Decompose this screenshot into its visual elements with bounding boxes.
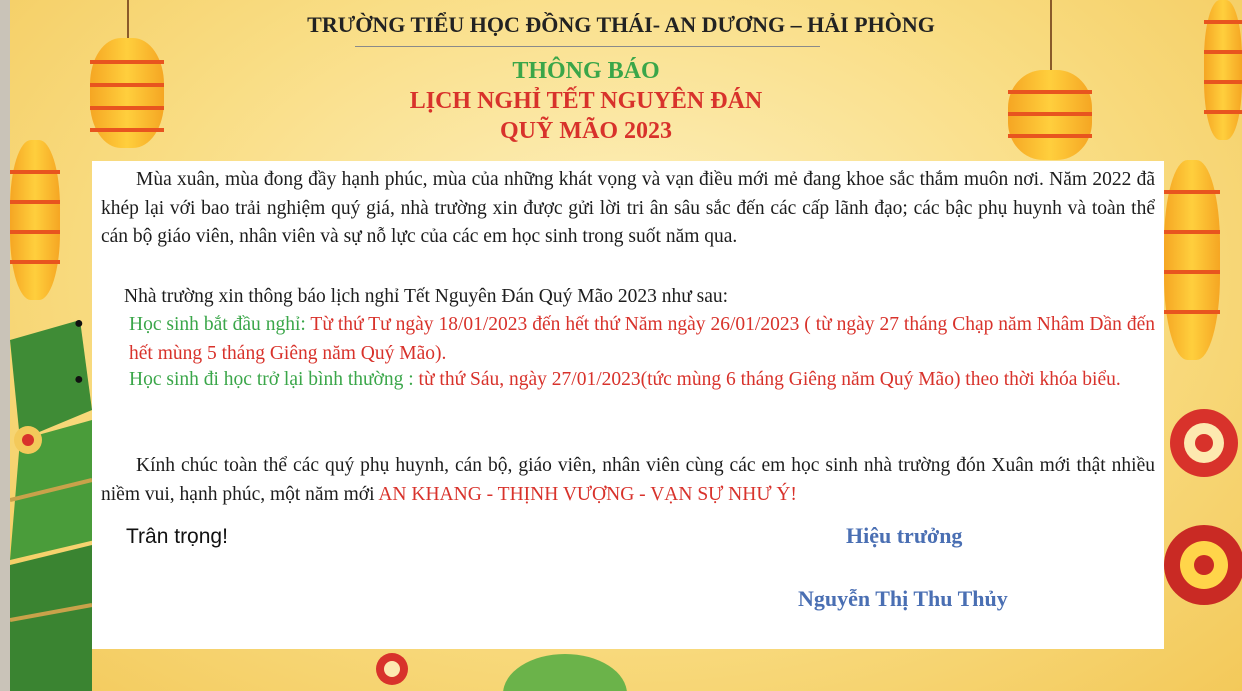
bullet-label: Học sinh bắt đầu nghỉ:	[129, 314, 306, 335]
bullet-text: Từ thứ Tư ngày 18/01/2023 đến hết thứ Năm ngày 26/01/2023 ( từ ngày 27 tháng Chạp năm Nhâm Dần đến hết mùng 5 tháng Giêng năm Quý Mão).	[129, 314, 1155, 364]
wishes-paragraph	[101, 452, 1155, 509]
regards-text: Trân trọng!	[126, 525, 228, 548]
intro-paragraph: Mùa xuân, mùa đong đầy hạnh phúc, mùa của những khát vọng và vạn điều mới mẻ đang khoe sắc thắm muôn nơi. Năm 2022 đã khép lại với bao trải nghiệm quý giá, nhà trường xin được gửi lời tri ân sâu sắc đến các cấp lãnh đạo; các bậc phụ huynh và toàn thể cán bộ giáo viên, nhân viên và sự nỗ lực của các em học sinh trong suốt năm qua.	[101, 169, 1155, 247]
list-item	[129, 311, 1155, 368]
bullet-text: từ thứ Sáu, ngày 27/01/2023(tức mùng 6 tháng Giêng năm Quý Mão) theo thời khóa biểu.	[413, 369, 1121, 390]
wishes-highlight: AN KHANG - THỊNH VƯỢNG - VẠN SỰ NHƯ Ý!	[378, 483, 797, 505]
page-title-line-2: QUỸ MÃO 2023	[500, 118, 672, 144]
lantern-left-mid-icon	[10, 140, 60, 300]
flower-bottom-icon	[372, 649, 412, 691]
header-divider	[355, 46, 820, 47]
bullet-label: Học sinh đi học trở lại bình thường :	[129, 369, 414, 390]
list-item	[129, 366, 1155, 395]
flower-right-bottom-icon	[1164, 510, 1242, 630]
lantern-right-mid-icon	[1164, 160, 1220, 360]
melon-bottom-icon	[500, 649, 630, 691]
flower-left-icon	[10, 420, 46, 460]
announce-paragraph: Nhà trường xin thông báo lịch nghỉ Tết Nguyên Đán Quý Mão 2023 như sau:	[124, 286, 729, 307]
bullet-dot-icon: ●	[74, 315, 84, 332]
notice-heading: THÔNG BÁO	[512, 58, 660, 84]
flower-right-top-icon	[1166, 405, 1242, 481]
principal-title: Hiệu trưởng	[846, 523, 963, 548]
page-title-line-1: LỊCH NGHỈ TẾT NGUYÊN ĐÁN	[409, 88, 763, 114]
school-name: TRƯỜNG TIỂU HỌC ĐỒNG THÁI- AN DƯƠNG – HẢI PHÒNG	[307, 12, 935, 37]
banh-chung-leaves-icon	[10, 320, 100, 691]
principal-name: Nguyễn Thị Thu Thủy	[798, 586, 1008, 611]
bullet-dot-icon: ●	[74, 371, 84, 388]
wishes-text: Kính chúc toàn thể các quý phụ huynh, cán bộ, giáo viên, nhân viên cùng các em học sinh nhà trường đón Xuân mới thật nhiều niềm vui, hạnh phúc, một năm mới	[101, 455, 1155, 505]
